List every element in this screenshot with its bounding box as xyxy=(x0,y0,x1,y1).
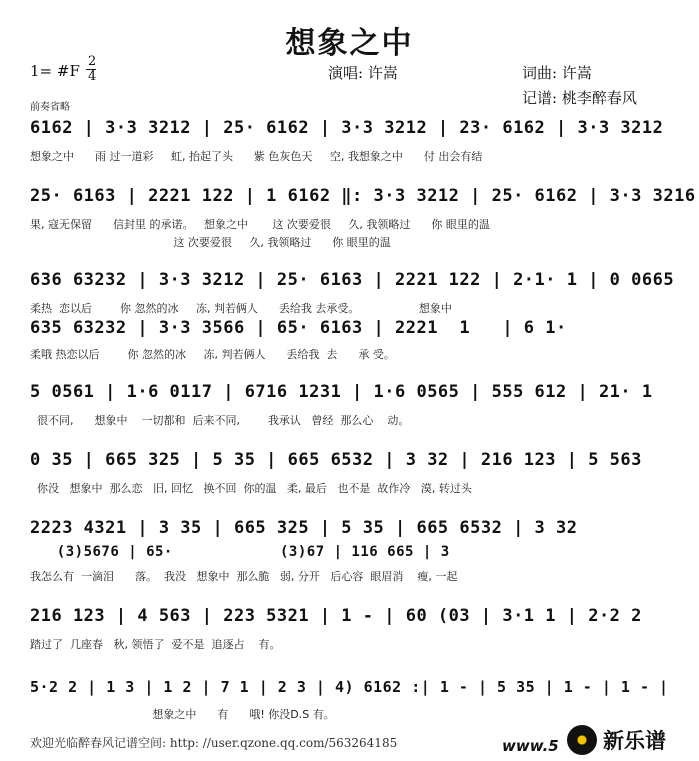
vinyl-disc-icon xyxy=(567,725,597,755)
composer-credit: 词曲: 许嵩 xyxy=(522,64,592,82)
score-row-5-lyrics: 很不同, 想象中 一切都和 后来不同, 我承认 曾经 那么心 动。 xyxy=(30,414,410,427)
time-signature-denominator: 4 xyxy=(88,69,97,84)
song-title: 想象之中 xyxy=(285,26,414,61)
score-row-5-notes: 5 0561 | 1·6 0117 | 6716 1231 | 1·6 0565 | 555 612 | 21· 1 xyxy=(30,382,653,402)
score-row-4-lyrics: 柔哦 热恋以后 你 忽然的冰 冻, 判若俩人 丢给我 去 承 受。 xyxy=(30,348,395,361)
score-row-1-notes: 6162 | 3·3 3212 | 25· 6162 | 3·3 3212 | 23· 6162 | 3·3 3212 xyxy=(30,118,664,138)
score-row-3-lyrics: 柔热 恋以后 你 忽然的冰 冻, 判若俩人 丢给我 去承受。 想象中 xyxy=(30,302,452,315)
site-logo-text: 新乐谱 xyxy=(603,729,666,753)
singer-credit: 演唱: 许嵩 xyxy=(328,64,398,82)
score-row-2-notes: 25· 6163 | 2221 122 | 1 6162 ‖: 3·3 3212 | 25· 6162 | 3·3 3216 xyxy=(30,186,696,206)
footer-website: www.5 xyxy=(502,737,559,755)
site-logo xyxy=(567,722,699,758)
score-row-9-lyrics: 想象之中 有 哦! 你没D.S 有。 xyxy=(30,708,335,721)
time-signature-numerator: 2 xyxy=(88,54,97,69)
score-row-7-lyrics: 我怎么有 一滴泪 落。 我没 想象中 那么脆 弱, 分开 后心容 眼眉消 瘦, 一起 xyxy=(30,570,458,583)
score-row-6-notes: 0 35 | 665 325 | 5 35 | 665 6532 | 3 32 | 216 123 | 5 563 xyxy=(30,450,642,470)
footer-credit: 欢迎光临醉春风记谱空间: http: //user.qzone.qq.com/563264185 xyxy=(30,736,398,750)
score-row-8-lyrics: 踏过了 几座春 秋, 领悟了 爱不是 追逐占 有。 xyxy=(30,638,281,651)
score-row-1-lyrics: 想象之中 雨 过一道彩 虹, 抬起了头 紫 色灰色天 空, 我想象之中 付 出会有结 xyxy=(30,150,483,163)
score-row-6-lyrics: 你没 想象中 那么恋 旧, 回忆 换不回 你的温 柔, 最后 也不是 故作冷 漠, 转过头 xyxy=(30,482,472,495)
score-row-9-notes: 5·2 2 | 1 3 | 1 2 | 7 1 | 2 3 | 4) 6162 :| 1 - | 5 35 | 1 - | 1 - | xyxy=(30,678,669,696)
score-row-3-notes: 636 63232 | 3·3 3212 | 25· 6163 | 2221 122 | 2·1· 1 | 0 0665 xyxy=(30,270,675,290)
key-signature: 1= #F xyxy=(30,62,80,80)
transcriber-credit: 记谱: 桃李醉春风 xyxy=(522,89,637,107)
score-row-7-notes: 2223 4321 | 3 35 | 665 325 | 5 35 | 665 6532 | 3 32 xyxy=(30,518,578,538)
score-row-7-alternate-notes: (3)5676 | 65· (3)67 | 116 665 | 3 xyxy=(30,544,450,560)
score-row-4-notes: 635 63232 | 3·3 3566 | 65· 6163 | 2221 1 | 6 1· xyxy=(30,318,567,338)
intro-note: 前奏省略 xyxy=(30,102,70,113)
score-row-2-lyrics-verse-1: 果, 寇无保留 信封里 的承诺。 想象之中 这 次要爱很 久, 我领略过 你 眼里的温 xyxy=(30,218,490,231)
score-row-2-lyrics-verse-2: 这 次要爱很 久, 我领略过 你 眼里的温 xyxy=(30,236,391,249)
score-row-8-notes: 216 123 | 4 563 | 223 5321 | 1 - | 60 (03 | 3·1 1 | 2·2 2 xyxy=(30,606,642,626)
